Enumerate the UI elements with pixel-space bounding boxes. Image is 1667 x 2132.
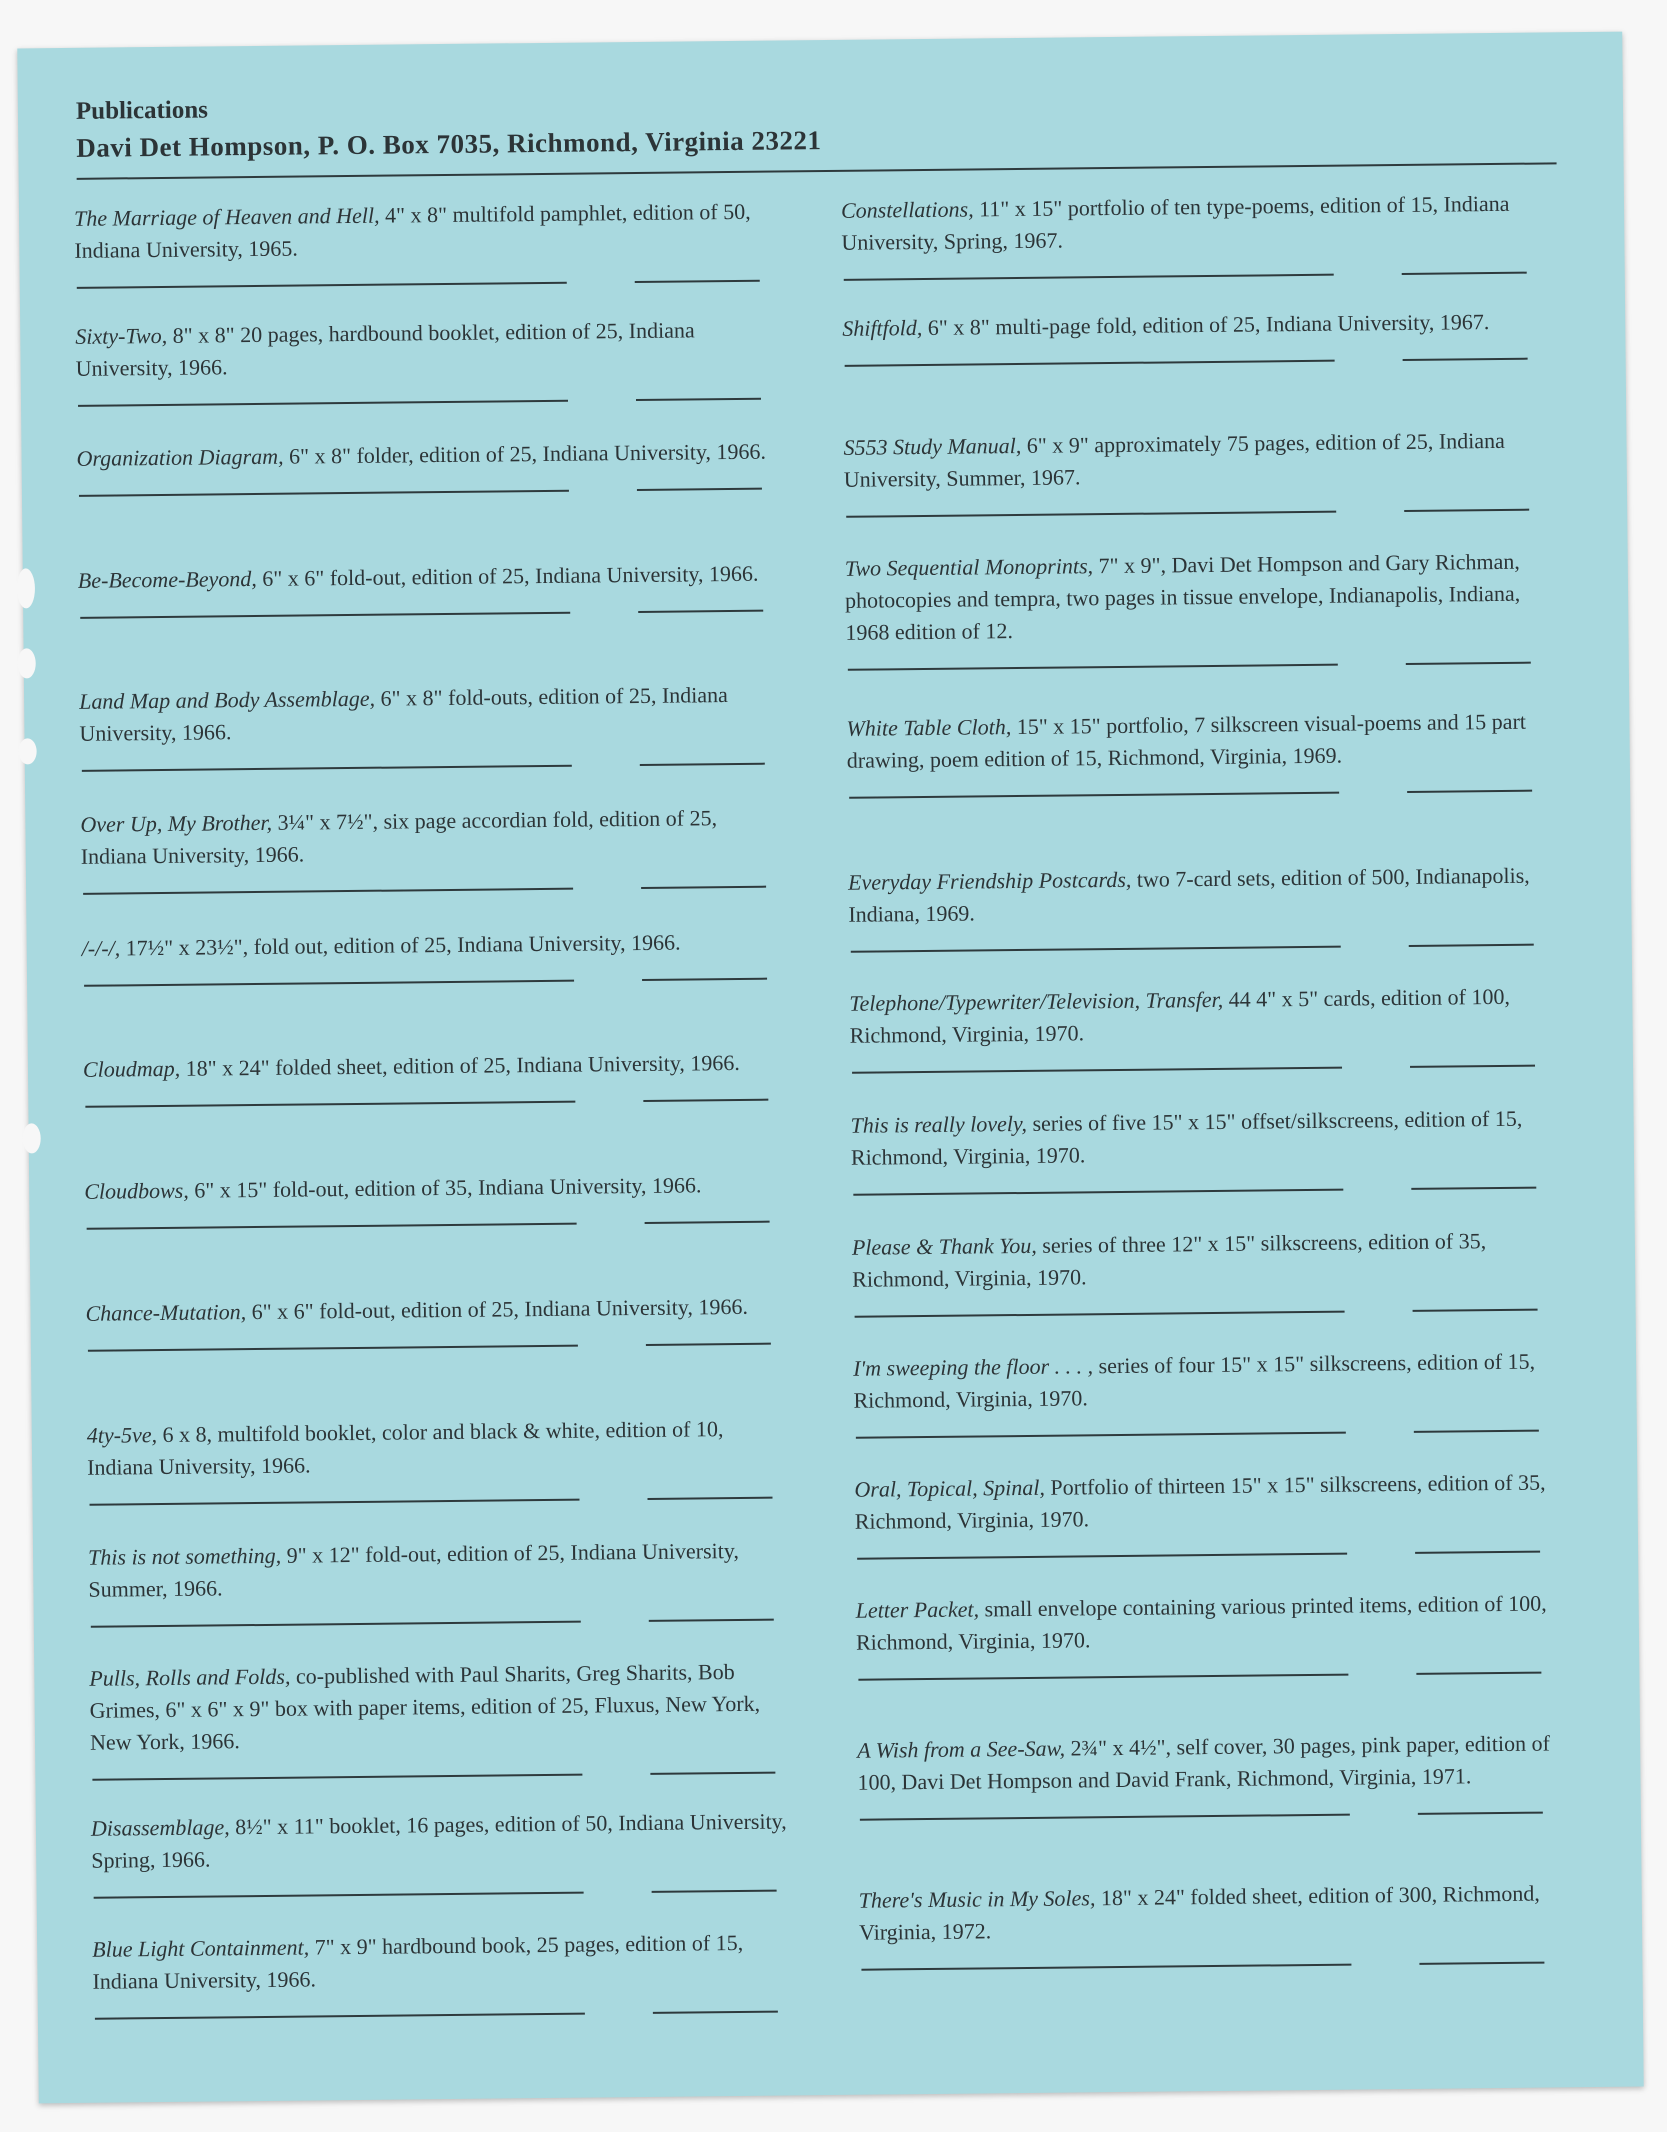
- publication-entry: [846, 705, 1547, 798]
- publication-title: Shiftfold,: [842, 314, 923, 341]
- publication-text: [852, 1224, 1553, 1295]
- publication-details: 18" x 24" folded sheet, edition of 300, Richmond, Virginia, 1972.: [858, 1880, 1540, 1945]
- quantity-blank-line: [635, 280, 760, 283]
- order-lines: [92, 1889, 792, 1898]
- publication-title: Two Sequential Monoprints,: [844, 553, 1094, 581]
- order-lines: [854, 1429, 1554, 1438]
- publication-details: 17½" x 23½", fold out, edition of 25, Indiana University, 1966.: [120, 929, 681, 961]
- publication-entry: [852, 1224, 1553, 1317]
- publication-text: [857, 1727, 1558, 1798]
- torn-edge: [17, 568, 35, 608]
- publication-details: 8½" x 11" booklet, 16 pages, edition of 50, Indiana University, Spring, 1966.: [91, 1808, 787, 1873]
- order-lines: [85, 1220, 785, 1229]
- publication-title: Be-Become-Beyond,: [77, 565, 257, 593]
- order-lines: [80, 763, 780, 772]
- publication-title: Constellations,: [840, 196, 974, 223]
- name-blank-line: [849, 792, 1339, 799]
- publication-title: This is really lovely,: [850, 1110, 1028, 1138]
- name-blank-line: [846, 511, 1336, 518]
- publication-text: [845, 545, 1546, 648]
- name-blank-line: [861, 1964, 1351, 1971]
- publication-title: Blue Light Containment,: [92, 1934, 310, 1962]
- publication-text: [853, 1345, 1554, 1416]
- quantity-blank-line: [1402, 272, 1527, 275]
- publication-details: small envelope containing various printed items, edition of 100, Richmond, Virginia, 1970.: [855, 1590, 1547, 1655]
- order-lines: [76, 398, 776, 407]
- publication-details: 7" x 9", Davi Det Hompson and Gary Richman, photocopies and tempra, two pages in tissue envelope, Indianapolis, Indiana, 1968 edition of 12.: [844, 548, 1521, 645]
- order-lines: [844, 508, 1544, 517]
- publication-details: 9" x 12" fold-out, edition of 25, Indiana University, Summer, 1966.: [88, 1537, 740, 1602]
- publication-entry: [841, 188, 1542, 281]
- publication-details: Portfolio of thirteen 15" x 15" silkscreens, edition of 35, Richmond, Virginia, 1970.: [854, 1469, 1546, 1534]
- order-lines: [855, 1550, 1555, 1559]
- publication-details: 6" x 8" fold-outs, edition of 25, Indiana University, 1966.: [79, 682, 728, 746]
- publication-text: [842, 306, 1542, 345]
- publication-entry: [842, 306, 1543, 367]
- publication-text: [75, 314, 776, 385]
- quantity-blank-line: [649, 1619, 774, 1622]
- order-lines: [843, 358, 1543, 367]
- name-blank-line: [85, 1101, 575, 1108]
- quantity-blank-line: [1415, 1551, 1540, 1554]
- publication-title: Telephone/Typewriter/Television, Transfer,: [849, 986, 1224, 1016]
- publication-title: Disassemblage,: [90, 1814, 230, 1841]
- publication-text: [846, 705, 1547, 776]
- publication-entry: [850, 1102, 1551, 1195]
- quantity-blank-line: [642, 978, 767, 981]
- quantity-blank-line: [1419, 1962, 1544, 1965]
- publication-text: [89, 1655, 790, 1758]
- publication-entry: [76, 436, 777, 497]
- publication-entry: [89, 1655, 790, 1780]
- publication-text: [82, 926, 782, 965]
- order-lines: [859, 1961, 1559, 1970]
- order-lines: [93, 2010, 793, 2019]
- publication-details: 8" x 8" 20 pages, hardbound booklet, edition of 25, Indiana University, 1966.: [75, 317, 695, 381]
- name-blank-line: [87, 1223, 577, 1230]
- order-lines: [847, 789, 1547, 798]
- publication-entry: [84, 1168, 785, 1229]
- order-lines: [75, 280, 775, 289]
- publication-entry: [856, 1587, 1557, 1680]
- publication-title: Cloudmap,: [82, 1055, 181, 1082]
- publication-entry: [92, 1926, 793, 2019]
- order-lines: [82, 978, 782, 987]
- order-lines: [83, 1098, 783, 1107]
- publication-title: This is not something,: [87, 1542, 282, 1570]
- publication-title: Chance-Mutation,: [85, 1299, 247, 1326]
- publication-text: [84, 1168, 784, 1207]
- publication-entry: [91, 1805, 792, 1898]
- name-blank-line: [88, 1345, 578, 1352]
- name-blank-line: [91, 1621, 581, 1628]
- publication-text: [854, 1466, 1555, 1537]
- publication-text: [76, 436, 776, 475]
- publication-title: Oral, Topical, Spinal,: [854, 1474, 1046, 1502]
- publication-entry: [848, 859, 1549, 952]
- quantity-blank-line: [643, 1099, 768, 1102]
- name-blank-line: [845, 360, 1335, 367]
- name-blank-line: [855, 1311, 1345, 1318]
- quantity-blank-line: [652, 1890, 777, 1893]
- order-lines: [850, 1064, 1550, 1073]
- torn-edge: [19, 738, 37, 764]
- publication-title: S553 Study Manual,: [843, 432, 1022, 460]
- publication-title: /-/-/,: [81, 935, 121, 961]
- name-blank-line: [860, 1814, 1350, 1821]
- name-blank-line: [79, 490, 569, 497]
- publication-text: [85, 1290, 785, 1329]
- publication-entry: [859, 1877, 1560, 1970]
- name-blank-line: [80, 612, 570, 619]
- order-lines: [858, 1811, 1558, 1820]
- quantity-blank-line: [1410, 1065, 1535, 1068]
- order-lines: [842, 272, 1542, 281]
- quantity-blank-line: [1416, 1672, 1541, 1675]
- order-lines: [853, 1308, 1553, 1317]
- name-blank-line: [858, 1674, 1348, 1681]
- publication-details: 3¼" x 7½", six page accordian fold, edition of 25, Indiana University, 1966.: [80, 805, 718, 869]
- publication-text: [78, 558, 778, 597]
- publication-title: I'm sweeping the floor . . . ,: [853, 1353, 1094, 1381]
- publication-title: Please & Thank You,: [851, 1232, 1037, 1260]
- order-lines: [90, 1771, 790, 1780]
- name-blank-line: [95, 2013, 585, 2020]
- publication-details: 4" x 8" multifold pamphlet, edition of 50, Indiana University, 1965.: [74, 198, 751, 263]
- publication-details: 44 4" x 5" cards, edition of 100, Richmond, Virginia, 1970.: [849, 983, 1511, 1048]
- quantity-blank-line: [1403, 358, 1528, 361]
- publication-entry: [845, 545, 1546, 670]
- publication-text: [83, 1046, 783, 1085]
- publication-details: two 7-card sets, edition of 500, Indianapolis, Indiana, 1969.: [848, 862, 1530, 927]
- quantity-blank-line: [1411, 1187, 1536, 1190]
- publication-details: series of five 15" x 15" offset/silkscreens, edition of 15, Richmond, Virginia, 1970.: [850, 1105, 1523, 1170]
- torn-edge: [18, 648, 36, 678]
- quantity-blank-line: [1413, 1309, 1538, 1312]
- order-lines: [849, 943, 1549, 952]
- publication-entry: [75, 314, 776, 407]
- publication-details: 15" x 15" portfolio, 7 silkscreen visual-poems and 15 part drawing, poem edition of 15, Richmond, Virginia, 1969.: [846, 708, 1527, 773]
- publication-entry: [74, 196, 775, 289]
- publication-details: 6 x 8, multifold booklet, color and black & white, edition of 10, Indiana University, 1966.: [87, 1416, 724, 1480]
- publication-title: Land Map and Body Assemblage,: [78, 685, 376, 714]
- publication-text: [850, 1102, 1551, 1173]
- publication-title: The Marriage of Heaven and Hell,: [73, 202, 380, 231]
- publication-entry: [88, 1534, 789, 1627]
- publication-details: co-published with Paul Sharits, Greg Sharits, Bob Grimes, 6" x 6" x 9" box with paper items, edition of 25, Fluxus, New York, New York, 1966.: [89, 1659, 761, 1755]
- header-rule: [77, 162, 1557, 179]
- name-blank-line: [851, 946, 1341, 953]
- name-blank-line: [848, 664, 1338, 671]
- publication-details: 6" x 6" fold-out, edition of 25, Indiana University, 1966.: [256, 560, 759, 591]
- publication-details: 6" x 8" multi-page fold, edition of 25, Indiana University, 1967.: [922, 309, 1490, 340]
- name-blank-line: [844, 274, 1334, 281]
- order-lines: [77, 488, 777, 497]
- publication-text: [849, 980, 1550, 1051]
- publication-text: [843, 425, 1544, 496]
- quantity-blank-line: [641, 886, 766, 889]
- publication-title: Letter Packet,: [855, 1596, 980, 1623]
- name-blank-line: [92, 1774, 582, 1781]
- quantity-blank-line: [640, 763, 765, 766]
- name-blank-line: [857, 1553, 1347, 1560]
- order-lines: [81, 886, 781, 895]
- name-blank-line: [84, 980, 574, 987]
- name-blank-line: [82, 765, 572, 772]
- order-lines: [89, 1618, 789, 1627]
- publication-entry: [82, 926, 783, 987]
- quantity-blank-line: [1414, 1430, 1539, 1433]
- publication-details: series of three 12" x 15" silkscreens, edition of 35, Richmond, Virginia, 1970.: [852, 1228, 1487, 1292]
- publication-title: Pulls, Rolls and Folds,: [89, 1663, 291, 1691]
- quantity-blank-line: [1418, 1812, 1543, 1815]
- name-blank-line: [78, 400, 568, 407]
- order-lines: [78, 610, 778, 619]
- order-lines: [86, 1342, 786, 1351]
- torn-edge: [23, 1123, 41, 1153]
- name-blank-line: [853, 1189, 1343, 1196]
- order-lines: [856, 1671, 1556, 1680]
- publication-details: 6" x 8" folder, edition of 25, Indiana University, 1966.: [283, 438, 767, 469]
- publication-entry: [857, 1727, 1558, 1820]
- publication-text: [859, 1877, 1560, 1948]
- publication-entry: [79, 679, 780, 772]
- publication-text: [841, 188, 1542, 259]
- publication-entry: [853, 1345, 1554, 1438]
- publication-text: [91, 1805, 792, 1876]
- quantity-blank-line: [1409, 944, 1534, 947]
- quantity-blank-line: [638, 610, 763, 613]
- publication-details: series of four 15" x 15" silkscreens, edition of 15, Richmond, Virginia, 1970.: [853, 1348, 1536, 1413]
- publication-title: A Wish from a See-Saw,: [857, 1735, 1066, 1763]
- publication-title: 4ty-5ve,: [86, 1422, 158, 1448]
- name-blank-line: [90, 1499, 580, 1506]
- right-column: [840, 187, 1561, 1945]
- publication-text: [92, 1926, 793, 1997]
- quantity-blank-line: [1407, 790, 1532, 793]
- publication-details: 7" x 9" hardbound book, 25 pages, edition of 15, Indiana University, 1966.: [92, 1929, 744, 1994]
- publication-title: Cloudbows,: [84, 1177, 189, 1204]
- publication-entry: [87, 1412, 788, 1505]
- quantity-blank-line: [636, 398, 761, 401]
- publication-entry: [843, 425, 1544, 518]
- publication-details: 6" x 9" approximately 75 pages, edition of 25, Indiana University, Summer, 1967.: [843, 427, 1505, 492]
- publication-text: [87, 1412, 788, 1483]
- publication-details: 6" x 15" fold-out, edition of 35, Indiana University, 1966.: [188, 1172, 702, 1203]
- page-heading: Publications: [75, 96, 209, 125]
- order-lines: [846, 661, 1546, 670]
- quantity-blank-line: [646, 1343, 771, 1346]
- publication-title: White Table Cloth,: [846, 714, 1012, 741]
- publication-details: 11" x 15" portfolio of ten type-poems, edition of 15, Indiana University, Spring, 1967.: [841, 190, 1510, 255]
- publication-details: 2¾" x 4½", self cover, 30 pages, pink paper, edition of 100, Davi Det Hompson and David Frank, Richmond, Virginia, 1971.: [857, 1730, 1551, 1795]
- publication-title: Organization Diagram,: [76, 443, 284, 471]
- publication-text: [79, 679, 780, 750]
- publication-details: 6" x 6" fold-out, edition of 25, Indiana University, 1966.: [246, 1293, 749, 1325]
- publication-title: Over Up, My Brother,: [80, 809, 273, 837]
- left-column: [73, 195, 794, 1994]
- publication-entry: [78, 558, 779, 619]
- quantity-blank-line: [645, 1221, 770, 1224]
- name-blank-line: [77, 282, 567, 289]
- quantity-blank-line: [647, 1497, 772, 1500]
- publication-text: [848, 859, 1549, 930]
- publication-entry: [83, 1046, 784, 1107]
- name-blank-line: [856, 1432, 1346, 1439]
- quantity-blank-line: [1404, 509, 1529, 512]
- order-lines: [88, 1496, 788, 1505]
- quantity-blank-line: [637, 488, 762, 491]
- publication-entry: [80, 802, 781, 895]
- publisher-address: Davi Det Hompson, P. O. Box 7035, Richmond, Virginia 23221: [76, 125, 822, 163]
- publication-text: [80, 802, 781, 873]
- order-lines: [851, 1186, 1551, 1195]
- name-blank-line: [94, 1892, 584, 1899]
- catalog-sheet: [17, 32, 1643, 2104]
- publication-entry: [854, 1466, 1555, 1559]
- name-blank-line: [852, 1067, 1342, 1074]
- quantity-blank-line: [653, 2011, 778, 2014]
- publication-title: Everyday Friendship Postcards,: [847, 866, 1132, 895]
- quantity-blank-line: [650, 1772, 775, 1775]
- name-blank-line: [83, 888, 573, 895]
- publication-title: There's Music in My Soles,: [858, 1885, 1096, 1913]
- publication-entry: [849, 980, 1550, 1073]
- publication-text: [74, 196, 775, 267]
- publication-text: [88, 1534, 789, 1605]
- publication-title: Sixty-Two,: [75, 322, 168, 349]
- publication-text: [856, 1587, 1557, 1658]
- quantity-blank-line: [1406, 662, 1531, 665]
- publication-entry: [85, 1290, 786, 1351]
- publication-details: 18" x 24" folded sheet, edition of 25, Indiana University, 1966.: [180, 1049, 740, 1081]
